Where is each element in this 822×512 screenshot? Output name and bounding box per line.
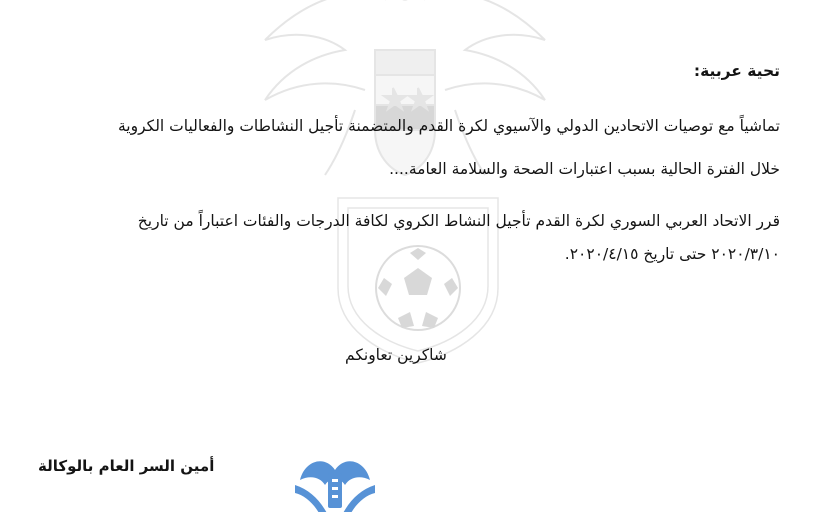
paragraph-1-line-2: خلال الفترة الحالية بسبب اعتبارات الصحة والسلامة العامة.... bbox=[389, 160, 780, 178]
closing-line: شاكرين تعاونكم bbox=[345, 346, 447, 364]
paragraph-2-line-2: ٢٠٢٠/٣/١٠ حتى تاريخ ٢٠٢٠/٤/١٥. bbox=[564, 245, 780, 263]
paragraph-2-line-1: قرر الاتحاد العربي السوري لكرة القدم تأجيل النشاط الكروي لكافة الدرجات والفئات اعتباراً من تاريخ bbox=[137, 212, 780, 230]
signature-title: أمين السر العام بالوكالة bbox=[38, 457, 215, 475]
stamp-seal-icon bbox=[290, 455, 380, 512]
football-logo-icon bbox=[318, 178, 518, 368]
paragraph-1-line-1: تماشياً مع توصيات الاتحادين الدولي والآسيوي لكرة القدم والمتضمنة تأجيل النشاطات والفعاليات الكروية bbox=[117, 117, 780, 135]
greeting-line: تحية عربية: bbox=[693, 62, 780, 80]
